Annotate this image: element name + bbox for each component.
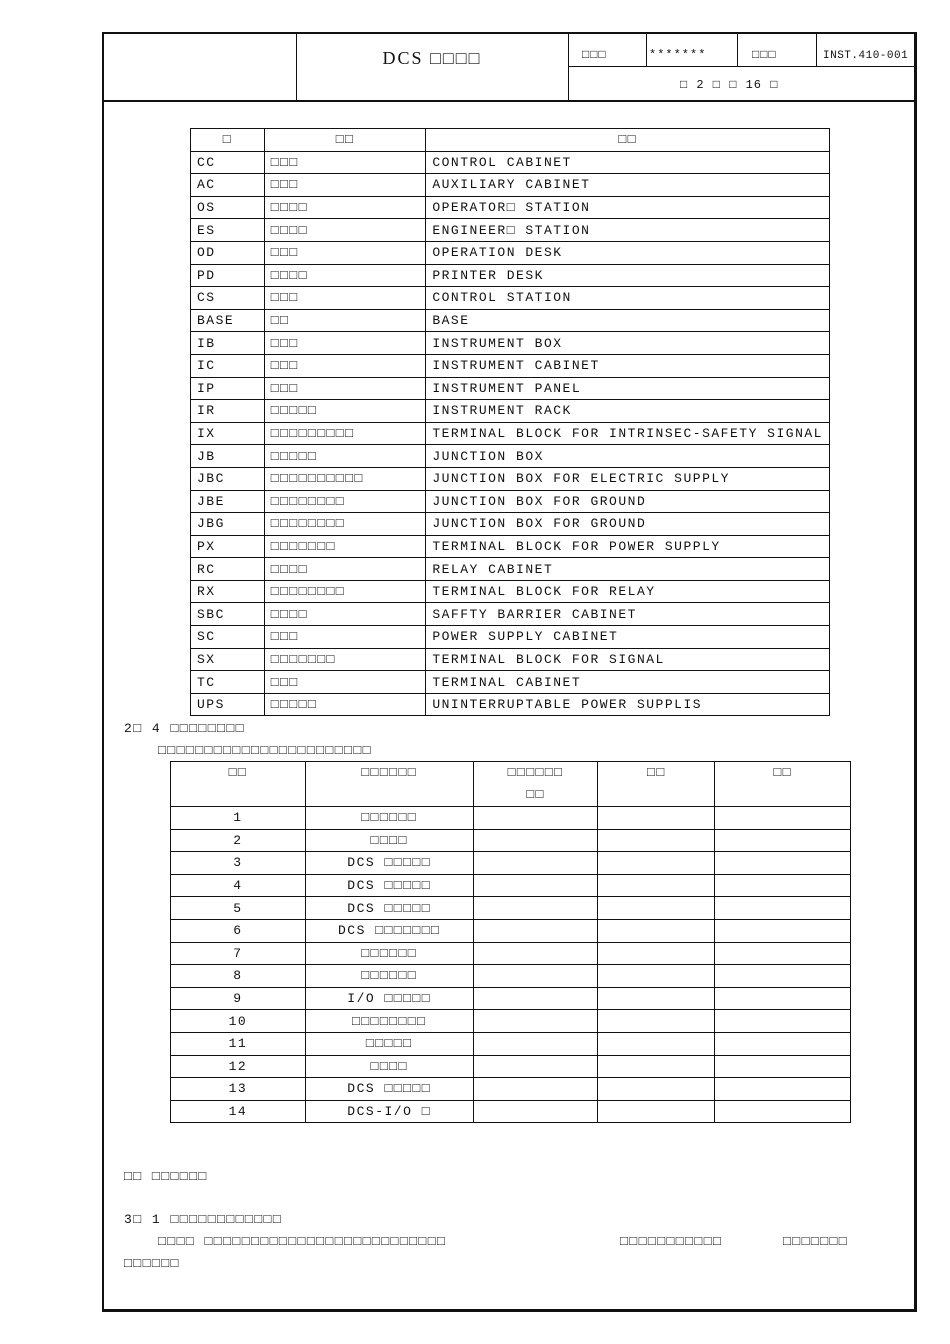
table-row (191, 580, 830, 603)
column-header: □ (191, 129, 265, 152)
table-row (191, 174, 830, 197)
abbreviation-cell: OS (191, 196, 265, 219)
chinese-name-cell: □□□□□ (264, 693, 426, 716)
english-name-cell: PRINTER DESK (426, 264, 830, 287)
table-row (191, 671, 830, 694)
remark-cell (598, 1100, 715, 1123)
document-title: DCS □□□□ (382, 48, 482, 68)
item-number-cell: 14 (171, 1100, 306, 1123)
item-number-cell: 9 (171, 987, 306, 1010)
document-name-cell: I/O □□□□□ (305, 987, 473, 1010)
item-number-cell: 13 (171, 1078, 306, 1101)
document-name-cell: □□□□□□ (305, 807, 473, 830)
remark-cell (598, 1078, 715, 1101)
english-name-cell: OPERATION DESK (426, 241, 830, 264)
remark-cell (598, 1032, 715, 1055)
abbreviation-cell: BASE (191, 309, 265, 332)
document-code-cell (473, 987, 598, 1010)
chinese-name-cell: □□□ (264, 151, 426, 174)
table-row (171, 874, 851, 897)
chinese-name-cell: □□□□ (264, 558, 426, 581)
english-name-cell: INSTRUMENT RACK (426, 400, 830, 423)
document-code-cell (473, 1010, 598, 1033)
abbreviation-cell: RC (191, 558, 265, 581)
english-name-cell: TERMINAL BLOCK FOR RELAY (426, 580, 830, 603)
section-3-1-text-b: □□□□□□□□□□□ (620, 1234, 723, 1249)
column-header: □□ (171, 762, 306, 807)
remark-cell (598, 874, 715, 897)
english-name-cell: TERMINAL BLOCK FOR SIGNAL (426, 648, 830, 671)
english-name-cell: INSTRUMENT BOX (426, 332, 830, 355)
chinese-name-cell: □□□□□□□□ (264, 490, 426, 513)
document-code-cell (473, 919, 598, 942)
section-3-1-text-line2: □□□□□□ (124, 1256, 180, 1271)
abbreviation-cell: IP (191, 377, 265, 400)
english-name-cell: OPERATOR□ STATION (426, 196, 830, 219)
english-name-cell: INSTRUMENT CABINET (426, 354, 830, 377)
note-cell (715, 987, 851, 1010)
document-name-cell: □□□□□□□□ (305, 1010, 473, 1033)
table-row (191, 513, 830, 536)
document-code-cell (473, 1055, 598, 1078)
table-row (191, 490, 830, 513)
table-row (191, 264, 830, 287)
table-row (171, 897, 851, 920)
abbreviation-cell: JBE (191, 490, 265, 513)
item-number-cell: 3 (171, 852, 306, 875)
abbreviation-cell: IC (191, 354, 265, 377)
header-label-1: □□□ (582, 48, 607, 62)
chinese-name-cell: □□□ (264, 377, 426, 400)
table-row (191, 309, 830, 332)
document-code-cell (473, 897, 598, 920)
remark-cell (598, 1010, 715, 1033)
table-row (191, 693, 830, 716)
english-name-cell: AUXILIARY CABINET (426, 174, 830, 197)
table-row (171, 919, 851, 942)
table-row (191, 354, 830, 377)
english-name-cell: JUNCTION BOX FOR GROUND (426, 490, 830, 513)
note-cell (715, 852, 851, 875)
remark-cell (598, 829, 715, 852)
table-row (191, 219, 830, 242)
english-name-cell: BASE (426, 309, 830, 332)
note-cell (715, 919, 851, 942)
document-code-cell (473, 1078, 598, 1101)
chinese-name-cell: □□□□ (264, 264, 426, 287)
document-name-cell: DCS □□□□□ (305, 897, 473, 920)
english-name-cell: RELAY CABINET (426, 558, 830, 581)
abbreviation-cell: ES (191, 219, 265, 242)
document-name-cell: DCS □□□□□ (305, 1078, 473, 1101)
table-row (171, 965, 851, 988)
english-name-cell: JUNCTION BOX FOR GROUND (426, 513, 830, 536)
abbreviation-cell: JBC (191, 467, 265, 490)
table-row (171, 1010, 851, 1033)
abbreviation-cell: OD (191, 241, 265, 264)
table-row (191, 648, 830, 671)
english-name-cell: TERMINAL BLOCK FOR POWER SUPPLY (426, 535, 830, 558)
section-3-1-text-c: □□□□□□□ (783, 1234, 849, 1249)
abbreviation-cell: SC (191, 626, 265, 649)
note-cell (715, 807, 851, 830)
abbreviation-cell: PD (191, 264, 265, 287)
chinese-name-cell: □□□ (264, 332, 426, 355)
remark-cell (598, 987, 715, 1010)
abbreviation-cell: TC (191, 671, 265, 694)
section-2-4-intro: □□□□□□□□□□□□□□□□□□□□□□□ (158, 743, 372, 758)
item-number-cell: 8 (171, 965, 306, 988)
table-row (191, 196, 830, 219)
abbreviation-cell: SX (191, 648, 265, 671)
item-number-cell: 2 (171, 829, 306, 852)
note-cell (715, 942, 851, 965)
note-cell (715, 1100, 851, 1123)
table-row (191, 332, 830, 355)
table-row (191, 287, 830, 310)
table-header-row (171, 762, 851, 807)
chinese-name-cell: □□ (264, 309, 426, 332)
chinese-name-cell: □□□□□ (264, 445, 426, 468)
document-code-cell (473, 852, 598, 875)
abbreviation-cell: SBC (191, 603, 265, 626)
document-name-cell: □□□□□□ (305, 942, 473, 965)
english-name-cell: ENGINEER□ STATION (426, 219, 830, 242)
table-row (191, 558, 830, 581)
abbreviation-table (190, 128, 830, 716)
note-cell (715, 897, 851, 920)
document-name-cell: □□□□□ (305, 1032, 473, 1055)
document-name-cell: DCS-I/O □ (305, 1100, 473, 1123)
chinese-name-cell: □□□ (264, 626, 426, 649)
table-row (191, 535, 830, 558)
table-row (171, 1032, 851, 1055)
table-row (171, 852, 851, 875)
table-row (191, 603, 830, 626)
remark-cell (598, 919, 715, 942)
english-name-cell: TERMINAL CABINET (426, 671, 830, 694)
document-name-cell: □□□□□□ (305, 965, 473, 988)
chinese-name-cell: □□□□□□□ (264, 535, 426, 558)
chinese-name-cell: □□□ (264, 671, 426, 694)
chinese-name-cell: □□□□ (264, 219, 426, 242)
section-3-1-text-a: □□□□ □□□□□□□□□□□□□□□□□□□□□□□□□□ (158, 1234, 447, 1249)
item-number-cell: 7 (171, 942, 306, 965)
table-row (171, 1078, 851, 1101)
table-row (191, 241, 830, 264)
table-row (191, 626, 830, 649)
document-code-cell (473, 829, 598, 852)
item-number-cell: 10 (171, 1010, 306, 1033)
abbreviation-cell: RX (191, 580, 265, 603)
table-row (171, 829, 851, 852)
document-name-cell: DCS □□□□□ (305, 874, 473, 897)
chinese-name-cell: □□□□□□□□ (264, 580, 426, 603)
divider (568, 34, 569, 100)
item-number-cell: 4 (171, 874, 306, 897)
divider (646, 34, 647, 67)
english-name-cell: POWER SUPPLY CABINET (426, 626, 830, 649)
remark-cell (598, 807, 715, 830)
section-3-heading: □□ □□□□□□ (124, 1169, 208, 1184)
title-block (104, 34, 914, 102)
document-code-cell (473, 874, 598, 897)
document-number: INST.410-001 (823, 50, 909, 62)
document-code-cell (473, 807, 598, 830)
chinese-name-cell: □□□□□□□□ (264, 513, 426, 536)
divider (816, 34, 817, 67)
english-name-cell: JUNCTION BOX FOR ELECTRIC SUPPLY (426, 467, 830, 490)
table-row (191, 467, 830, 490)
chinese-name-cell: □□□□□ (264, 400, 426, 423)
abbreviation-cell: UPS (191, 693, 265, 716)
note-cell (715, 1032, 851, 1055)
document-name-cell: DCS □□□□□ (305, 852, 473, 875)
english-name-cell: SAFFTY BARRIER CABINET (426, 603, 830, 626)
section-2-4-heading: 2□ 4 □□□□□□□□ (124, 721, 245, 736)
table-row (191, 445, 830, 468)
chinese-name-cell: □□□ (264, 287, 426, 310)
abbreviation-cell: AC (191, 174, 265, 197)
note-cell (715, 1078, 851, 1101)
abbreviation-cell: IX (191, 422, 265, 445)
column-header: □□ (264, 129, 426, 152)
header-value-1: ******* (649, 48, 707, 62)
item-number-cell: 11 (171, 1032, 306, 1055)
document-code-cell (473, 1032, 598, 1055)
note-cell (715, 829, 851, 852)
item-number-cell: 6 (171, 919, 306, 942)
column-header: □□ (715, 762, 851, 807)
chinese-name-cell: □□□□ (264, 196, 426, 219)
english-name-cell: UNINTERRUPTABLE POWER SUPPLIS (426, 693, 830, 716)
english-name-cell: JUNCTION BOX (426, 445, 830, 468)
chinese-name-cell: □□□□□□□ (264, 648, 426, 671)
note-cell (715, 1010, 851, 1033)
item-number-cell: 5 (171, 897, 306, 920)
table-row (171, 1055, 851, 1078)
chinese-name-cell: □□□□□□□□□□ (264, 467, 426, 490)
document-list-body (171, 807, 851, 1123)
divider (568, 66, 914, 67)
item-number-cell: 1 (171, 807, 306, 830)
english-name-cell: TERMINAL BLOCK FOR INTRINSEC-SAFETY SIGNAL (426, 422, 830, 445)
table-row (191, 422, 830, 445)
remark-cell (598, 942, 715, 965)
abbreviation-cell: CC (191, 151, 265, 174)
document-list-table (170, 761, 851, 1123)
table-row (171, 807, 851, 830)
divider (737, 34, 738, 67)
section-3-1-heading: 3□ 1 □□□□□□□□□□□□ (124, 1212, 283, 1227)
english-name-cell: CONTROL STATION (426, 287, 830, 310)
item-number-cell: 12 (171, 1055, 306, 1078)
note-cell (715, 1055, 851, 1078)
abbreviation-cell: JB (191, 445, 265, 468)
document-code-cell (473, 942, 598, 965)
chinese-name-cell: □□□□□□□□□ (264, 422, 426, 445)
table-row (171, 987, 851, 1010)
abbreviation-cell: CS (191, 287, 265, 310)
abbreviation-cell: IR (191, 400, 265, 423)
table-row (191, 151, 830, 174)
remark-cell (598, 1055, 715, 1078)
remark-cell (598, 897, 715, 920)
document-name-cell: □□□□ (305, 829, 473, 852)
chinese-name-cell: □□□ (264, 354, 426, 377)
column-header: □□□□□□ (305, 762, 473, 807)
column-header: □□ (598, 762, 715, 807)
note-cell (715, 965, 851, 988)
remark-cell (598, 965, 715, 988)
english-name-cell: CONTROL CABINET (426, 151, 830, 174)
chinese-name-cell: □□□□ (264, 603, 426, 626)
page-counter: □ 2 □ □ 16 □ (680, 78, 779, 92)
document-code-cell (473, 965, 598, 988)
chinese-name-cell: □□□ (264, 174, 426, 197)
table-row (191, 377, 830, 400)
column-header: □□ (426, 129, 830, 152)
remark-cell (598, 852, 715, 875)
table-row (171, 1100, 851, 1123)
document-code-cell (473, 1100, 598, 1123)
table-header-row (191, 129, 830, 152)
table-row (171, 942, 851, 965)
column-header: □□□□□□ □□ (473, 762, 598, 807)
header-label-2: □□□ (752, 48, 777, 62)
chinese-name-cell: □□□ (264, 241, 426, 264)
abbreviation-cell: JBG (191, 513, 265, 536)
table-row (191, 400, 830, 423)
document-name-cell: DCS □□□□□□□ (305, 919, 473, 942)
note-cell (715, 874, 851, 897)
abbreviation-cell: IB (191, 332, 265, 355)
abbreviation-table-body (191, 151, 830, 716)
abbreviation-cell: PX (191, 535, 265, 558)
english-name-cell: INSTRUMENT PANEL (426, 377, 830, 400)
document-name-cell: □□□□ (305, 1055, 473, 1078)
